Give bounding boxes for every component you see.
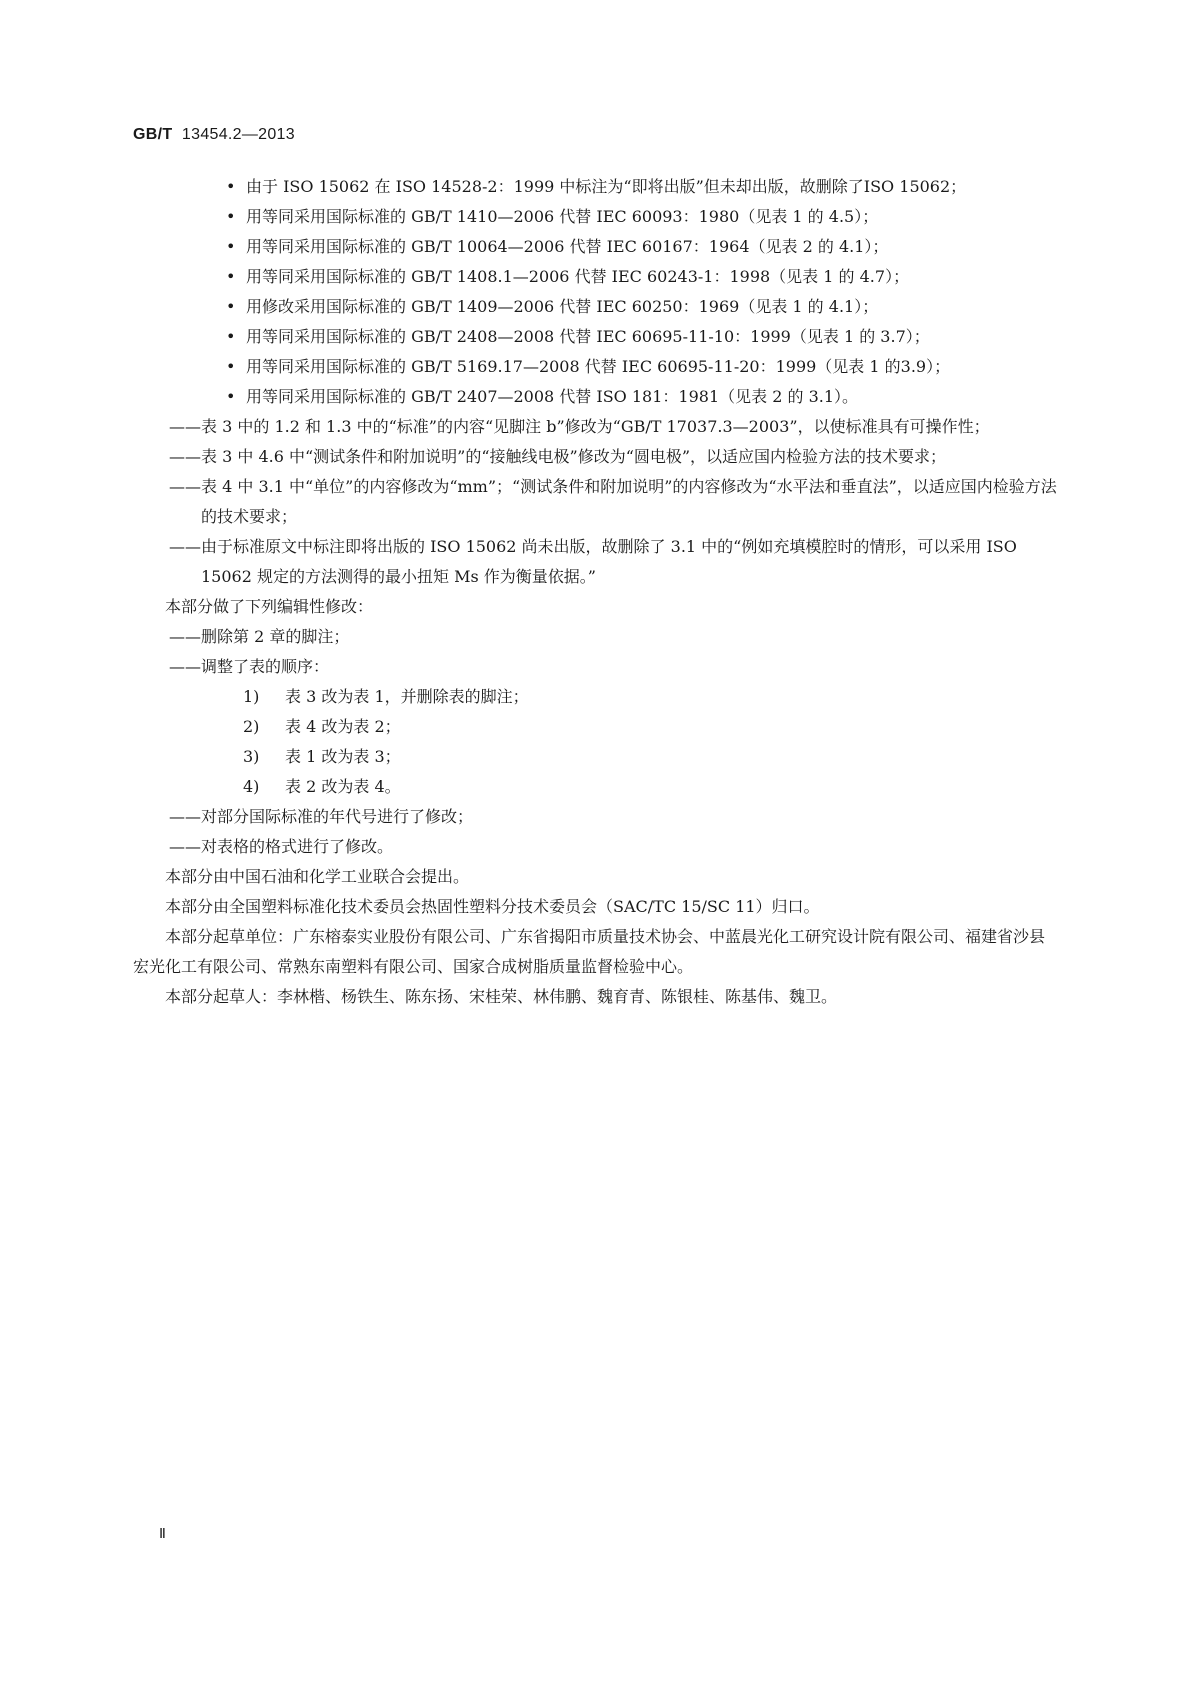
page-number: Ⅱ: [159, 1527, 166, 1542]
numbered-item: 1) 表 3 改为表 1，并删除表的脚注；: [243, 687, 529, 706]
editorial-intro: 本部分做了下列编辑性修改：: [165, 597, 374, 616]
bullet-item: • 用等同采用国际标准的 GB/T 2407—2008 代替 ISO 181：1981（见表 2 的 3.1）。: [226, 387, 859, 406]
standard-number: 13454.2—2013: [181, 126, 295, 143]
document-body: [133, 172, 1058, 1012]
standard-prefix: GB/T: [133, 126, 173, 143]
dash-item: ——表 3 中的 1.2 和 1.3 中的“标准”的内容“见脚注 b”修改为“GB/T 17037.3—2003”，以使标准具有可操作性；: [169, 417, 990, 436]
dash-item: ——表 3 中 4.6 中“测试条件和附加说明”的“接触线电极”修改为“圆电极”，以适应国内检验方法的技术要求；: [169, 447, 947, 466]
standard-code: [133, 126, 295, 144]
bullet-item: • 用等同采用国际标准的 GB/T 2408—2008 代替 IEC 60695-11-10：1999（见表 1 的 3.7）；: [226, 327, 930, 346]
bullet-item: • 用等同采用国际标准的 GB/T 1410—2006 代替 IEC 60093：1980（见表 1 的 4.5）；: [226, 207, 879, 226]
dash-item: ——调整了表的顺序：: [169, 657, 330, 676]
numbered-item: 3) 表 1 改为表 3；: [243, 747, 401, 766]
bullet-item: • 由于 ISO 15062 在 ISO 14528-2：1999 中标注为“即将出版”但未却出版，故删除了ISO 15062；: [226, 177, 967, 196]
bullet-item: • 用等同采用国际标准的 GB/T 1408.1—2006 代替 IEC 60243-1：1998（见表 1 的 4.7）；: [226, 267, 910, 286]
paragraph-committee: 本部分由全国塑料标准化技术委员会热固性塑料分技术委员会（SAC/TC 15/SC 11）归口。: [165, 897, 820, 916]
numbered-item: 2) 表 4 改为表 2；: [243, 717, 401, 736]
dash-item: ——表 4 中 3.1 中“单位”的内容修改为“mm”；“测试条件和附加说明”的内容修改为“水平法和垂直法”，以适应国内检验方法的技术要求；: [169, 477, 1057, 526]
dash-item: ——删除第 2 章的脚注；: [169, 627, 350, 646]
dash-item: ——对表格的格式进行了修改。: [169, 837, 394, 856]
paragraph-drafters: 本部分起草人：李林楷、杨铁生、陈东扬、宋桂荣、林伟鹏、魏育青、陈银桂、陈基伟、魏卫。: [165, 987, 838, 1006]
dash-item: ——由于标准原文中标注即将出版的 ISO 15062 尚未出版，故删除了 3.1 中的“例如充填模腔时的情形，可以采用 ISO 15062 规定的方法测得的最小扭矩 Ms 作为衡量依据。”: [169, 537, 1017, 586]
bullet-item: • 用等同采用国际标准的 GB/T 10064—2006 代替 IEC 60167：1964（见表 2 的 4.1）；: [226, 237, 889, 256]
bullet-item: • 用修改采用国际标准的 GB/T 1409—2006 代替 IEC 60250：1969（见表 1 的 4.1）；: [226, 297, 879, 316]
dash-item: ——对部分国际标准的年代号进行了修改；: [169, 807, 474, 826]
paragraph-drafting-units: 本部分起草单位：广东榕泰实业股份有限公司、广东省揭阳市质量技术协会、中蓝晨光化工研究设计院有限公司、福建省沙县宏光化工有限公司、常熟东南塑料有限公司、国家合成树脂质量监督检验中心。: [133, 927, 1046, 976]
bullet-item: • 用等同采用国际标准的 GB/T 5169.17—2008 代替 IEC 60695-11-20：1999（见表 1 的3.9）；: [226, 357, 951, 376]
paragraph-proposer: 本部分由中国石油和化学工业联合会提出。: [165, 867, 470, 886]
numbered-item: 4) 表 2 改为表 4。: [243, 777, 401, 796]
